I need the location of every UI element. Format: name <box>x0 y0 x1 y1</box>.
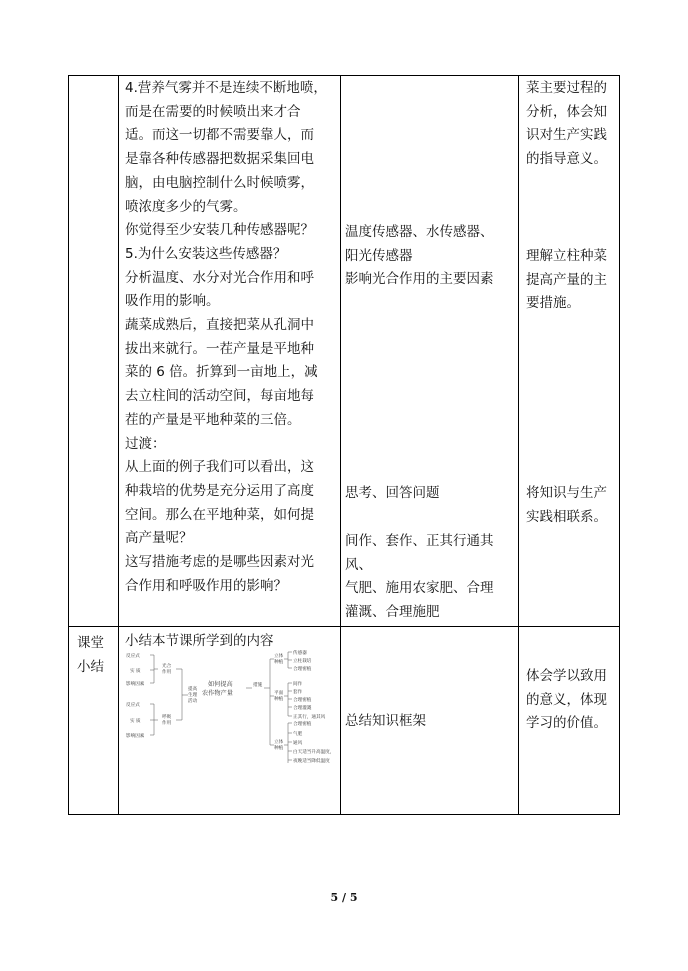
text-line: 吸作用的影响。 <box>125 293 220 310</box>
text-line: 小结 <box>77 658 104 675</box>
design-intent-b <box>526 245 607 316</box>
mm-center-2: 农作物产量 <box>202 690 233 697</box>
mm-branch1-a: 立体 <box>274 654 284 659</box>
mm-leaf: 传感器 <box>293 651 307 656</box>
summary-intent <box>526 665 607 736</box>
mm-leaf: 夜晚适当降低温度 <box>293 759 330 764</box>
text-line: 体会学以致用 <box>526 668 607 684</box>
mm-respiration: 呼吸 <box>162 715 172 720</box>
student-activity-measures <box>345 530 494 625</box>
text-line: 要措施。 <box>526 295 580 312</box>
text-line: 菜的 6 倍。折算到一亩地上，减 <box>125 364 318 381</box>
mm-reaction-1: 反应式 <box>126 654 140 659</box>
text-line: 这写措施考虑的是哪些因素对光 <box>125 554 314 571</box>
text-line: 课堂 <box>77 635 104 651</box>
mm-essence-1: 实 质 <box>130 669 141 674</box>
text-line: 5.为什么安装这些传感器？ <box>125 245 287 262</box>
mm-leaf: 合理密植 <box>293 722 312 727</box>
summary-caption: 小结本节课所学到的内容 <box>125 633 274 649</box>
text-line: 你觉得至少安装几种传感器呢？ <box>125 222 314 239</box>
text-line: 合作用和呼吸作用的影响？ <box>125 577 287 594</box>
mm-measures: 措施 <box>253 683 263 688</box>
text-line: 茬的产量是平地种菜的三倍。 <box>125 411 301 428</box>
knowledge-mindmap <box>124 650 346 790</box>
mm-bridge-1: 提高 <box>188 687 198 692</box>
mm-branch1-b: 种植 <box>274 660 284 665</box>
mm-branch3-a: 立体 <box>274 740 284 745</box>
mm-leaf: 间作 <box>293 682 303 687</box>
text-line: 菜主要过程的 <box>526 80 607 96</box>
mm-leaf: 白天适当升高温度， <box>293 750 335 755</box>
text-line: 去立柱间的活动空间，每亩地每 <box>125 388 314 405</box>
text-line: 适。而这一切都不需要靠人，而 <box>125 127 314 144</box>
mm-leaf: 合理灌溉 <box>293 706 312 711</box>
mm-branch3-b: 种植 <box>274 746 284 751</box>
text-line: 空间。那么在平地种菜，如何提 <box>125 506 314 523</box>
text-line: 灌溉、合理施肥 <box>345 604 440 621</box>
text-line: 间作、套作、正其行通其 <box>345 533 494 549</box>
mm-branch2-a: 平面 <box>274 691 284 696</box>
mm-respiration-2: 作用 <box>162 721 172 726</box>
text-line: 喷浓度多少的气雾。 <box>125 198 247 215</box>
text-line: 实践相联系。 <box>526 508 607 525</box>
mm-leaf: 套作 <box>293 690 303 695</box>
mm-leaf: 合理密植 <box>293 667 312 672</box>
column-divider-3 <box>518 75 519 815</box>
lesson-plan-table <box>68 75 620 815</box>
text-line: 4.营养气雾并不是连续不断地喷， <box>125 80 327 96</box>
text-line: 而是在需要的时候喷出来才合 <box>125 103 301 120</box>
student-activity-think <box>345 482 440 506</box>
text-line: 影响光合作用的主要因素 <box>345 271 494 288</box>
mm-photosynthesis: 光合 <box>162 664 172 669</box>
table-border-right <box>619 75 620 815</box>
mm-leaf: 气肥 <box>293 732 303 737</box>
text-line: 高产量呢？ <box>125 530 193 547</box>
student-activity-sensors <box>345 221 494 292</box>
text-line: 拔出来就行。一茬产量是平地种 <box>125 340 314 357</box>
summary-activity <box>345 710 426 734</box>
text-line: 蔬菜成熟后，直接把菜从孔洞中 <box>125 317 314 334</box>
row-divider <box>68 626 620 627</box>
mm-center-1: 如何提高 <box>208 681 233 688</box>
mm-branch2-b: 种植 <box>274 697 284 702</box>
page-number: 5 / 5 <box>330 891 358 904</box>
summary-label <box>77 632 104 679</box>
mm-factors-2: 影响因素 <box>126 734 145 739</box>
text-line: 提高产量的主 <box>526 271 607 288</box>
text-line: 分析，体会知 <box>526 103 607 120</box>
design-intent-c <box>526 482 607 529</box>
mm-leaf: 立柱栽培 <box>293 659 312 664</box>
text-line: 分析温度、水分对光合作用和呼 <box>125 269 314 286</box>
text-line: 风、 <box>345 556 372 573</box>
mm-factors-1: 影响因素 <box>126 682 145 687</box>
text-line: 总结知识框架 <box>345 713 426 729</box>
text-line: 识对生产实践 <box>526 127 607 144</box>
mm-reaction-2: 反应式 <box>126 703 140 708</box>
text-line: 脑，由电脑控制什么时候喷雾， <box>125 174 314 191</box>
mm-leaf: 通风 <box>293 741 303 746</box>
mm-leaf: 正其行，通其风 <box>293 715 326 720</box>
mm-essence-2: 实 质 <box>130 719 141 724</box>
text-line: 从上面的例子我们可以看出，这 <box>125 459 314 476</box>
text-line: 将知识与生产 <box>526 485 607 501</box>
text-line: 学习的价值。 <box>526 715 607 732</box>
text-line: 的意义，体现 <box>526 691 607 708</box>
mm-leaf: 合理密植 <box>293 698 312 703</box>
mm-bridge-3: 活动 <box>188 699 198 704</box>
table-border-top <box>68 75 620 76</box>
text-line: 温度传感器、水传感器、 <box>345 224 494 240</box>
mm-photosynthesis-2: 作用 <box>162 670 172 675</box>
text-line: 理解立柱种菜 <box>526 248 607 264</box>
table-border-bottom <box>68 814 620 815</box>
table-border-left <box>68 75 69 815</box>
design-intent-a <box>526 77 607 172</box>
text-line: 种栽培的优势是充分运用了高度 <box>125 482 314 499</box>
text-line: 的指导意义。 <box>526 151 607 168</box>
text-line: 气肥、施用农家肥、合理 <box>345 580 494 597</box>
teaching-content-cell <box>125 77 327 598</box>
text-line: 过渡： <box>125 435 166 452</box>
text-line: 思考、回答问题 <box>345 485 440 501</box>
text-line: 阳光传感器 <box>345 247 413 264</box>
column-divider-1 <box>118 75 119 815</box>
mm-bridge-2: 生理 <box>188 693 198 698</box>
text-line: 是靠各种传感器把数据采集回电 <box>125 151 314 168</box>
